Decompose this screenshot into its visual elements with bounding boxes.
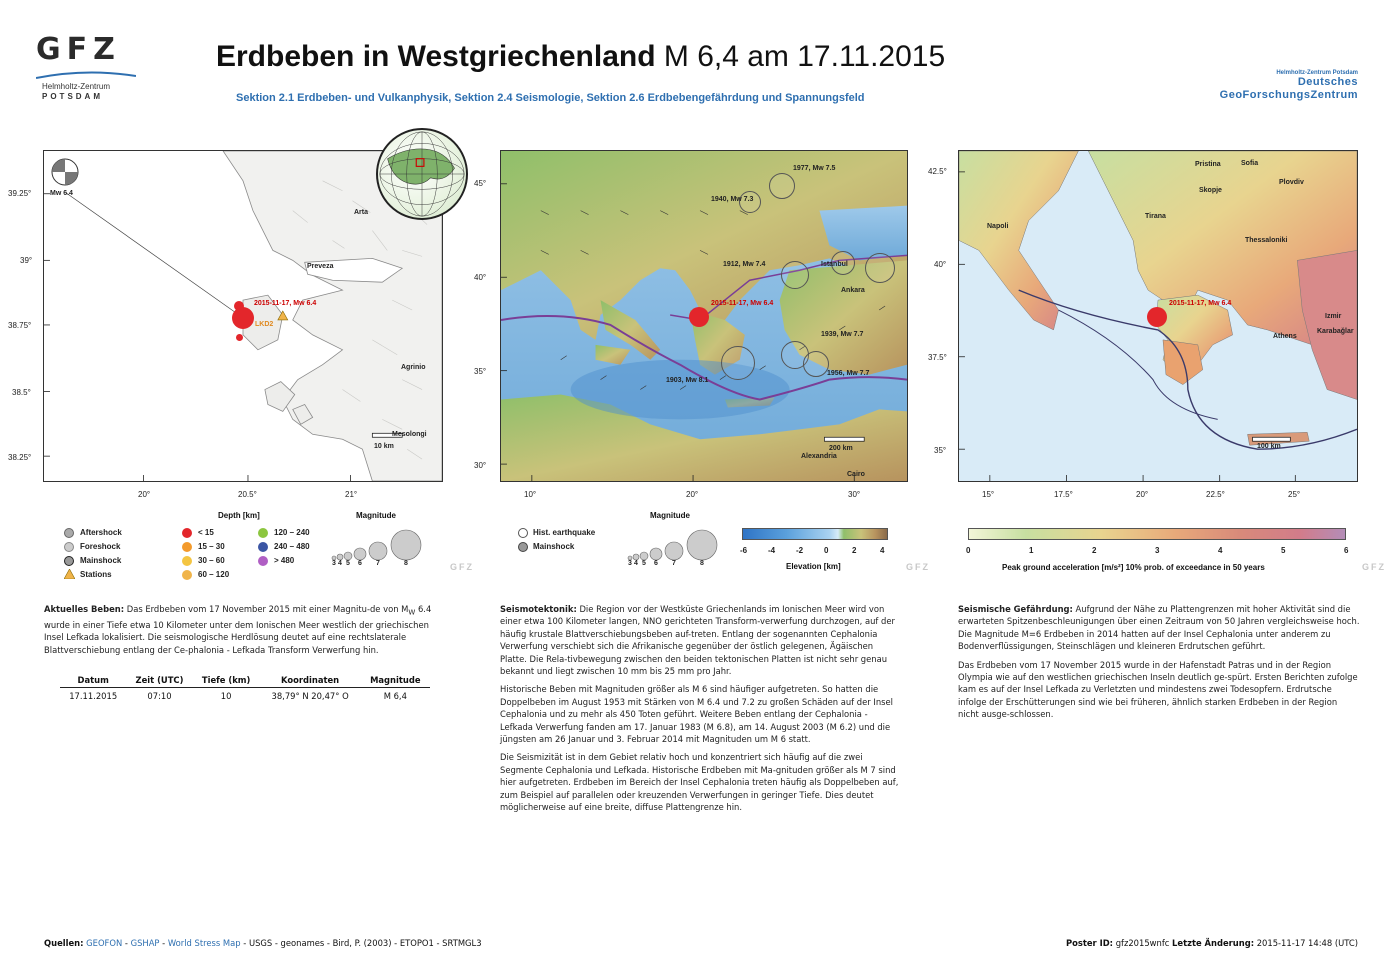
legend-station: Stations bbox=[80, 570, 112, 579]
label-cairo: Cairo bbox=[847, 471, 865, 478]
magnitude-tick: 5 bbox=[346, 560, 350, 567]
pga-colorbar bbox=[968, 528, 1346, 540]
magnitude-tick: 8 bbox=[700, 560, 704, 567]
table-header: Magnitude bbox=[361, 673, 430, 688]
hist-label-1977: 1977, Mw 7.5 bbox=[793, 165, 836, 172]
magnitude-tick: 6 bbox=[358, 560, 362, 567]
org-small: Helmholtz-Zentrum Potsdam bbox=[1276, 70, 1358, 76]
label-napoli: Napoli bbox=[987, 223, 1009, 230]
aftershock-dot bbox=[236, 334, 243, 341]
beachball-label: Mw 6.4 bbox=[50, 190, 73, 197]
magnitude-legend-title: Magnitude bbox=[356, 511, 396, 520]
magnitude-tick: 6 bbox=[654, 560, 658, 567]
elevation-tick: -6 bbox=[740, 546, 748, 555]
elevation-tick: -4 bbox=[768, 546, 776, 555]
depth-legend-title: Depth [km] bbox=[218, 511, 260, 520]
map2-ytick-3: 35° bbox=[474, 367, 487, 376]
label-athens: Athens bbox=[1273, 333, 1297, 340]
table-header: Datum bbox=[60, 673, 126, 688]
pga-tick: 3 bbox=[1155, 546, 1160, 555]
pga-tick: 0 bbox=[966, 546, 971, 555]
magnitude-tick: 7 bbox=[672, 560, 676, 567]
elevation-tick: -2 bbox=[796, 546, 804, 555]
hist-label-1956: 1956, Mw 7.7 bbox=[827, 370, 870, 377]
table-row bbox=[60, 688, 430, 705]
col3-p2: Das Erdbeben vom 17 November 2015 wurde in der Hafenstadt Patras und in der Region Olympia wie auf den westlichen griechischen Inseln deutlich ge-spürt. Ersten Berichten zufolge kam es auf der Insel Lefkada zu Verletzten und mindestens zwei Todesopfern. Erdrutsche infolge der Erschütterungen sind wie bei früheren, ähnlich starken Erdbeben in der Region nicht ausge-schlossen. bbox=[958, 659, 1358, 720]
table-header-row bbox=[60, 673, 430, 688]
magnitude-legend2-title: Magnitude bbox=[650, 511, 690, 520]
depth-legend-label: 15 – 30 bbox=[198, 542, 225, 551]
event-label: 2015-11-17, Mw 6.4 bbox=[254, 300, 317, 307]
station-label: LKD2 bbox=[255, 321, 274, 328]
label-thessaloniki: Thessaloniki bbox=[1245, 237, 1288, 244]
sources-rest: - USGS - geonames - Bird, P. (2003) - ETOPO1 - SRTMGL3 bbox=[240, 938, 482, 948]
map3-xtick-5: 25° bbox=[1288, 490, 1301, 499]
hist-label-1939: 1939, Mw 7.7 bbox=[821, 331, 864, 338]
map1-ytick-2: 39° bbox=[20, 256, 33, 265]
sources-label: Quellen: bbox=[44, 938, 84, 948]
legend-aftershock: Aftershock bbox=[80, 528, 122, 537]
pga-tick: 5 bbox=[1281, 546, 1286, 555]
pga-tick: 1 bbox=[1029, 546, 1034, 555]
label-agrinio: Agrinio bbox=[401, 364, 426, 371]
page-title bbox=[216, 40, 945, 74]
locator-globe bbox=[376, 128, 468, 220]
hazard-map bbox=[958, 150, 1358, 482]
seismotectonics-text bbox=[500, 603, 902, 820]
watermark: GFZ bbox=[906, 562, 930, 572]
depth-legend-dot bbox=[258, 556, 268, 566]
map2-ytick-4: 30° bbox=[474, 461, 487, 470]
depth-legend-label: 60 – 120 bbox=[198, 570, 230, 579]
scale-bar-label: 200 km bbox=[829, 445, 853, 452]
scale-bar-label: 100 km bbox=[1257, 443, 1281, 450]
org-line2: GeoForschungsZentrum bbox=[1219, 89, 1358, 101]
table-header: Zeit (UTC) bbox=[126, 673, 192, 688]
magnitude-tick: 5 bbox=[642, 560, 646, 567]
hazard-text bbox=[958, 603, 1360, 727]
map1-ytick-3: 38.75° bbox=[8, 321, 32, 330]
elevation-tick: 4 bbox=[880, 546, 885, 555]
label-karabaglar: Karabağlar bbox=[1317, 328, 1354, 335]
poster-id-value: gfz2015wnfc bbox=[1113, 938, 1173, 948]
legend-foreshock-dot bbox=[64, 542, 74, 552]
watermark: GFZ bbox=[1362, 562, 1386, 572]
col1-text-b: 6.4 wurde in einer Tiefe etwa 10 Kilometer unter dem Ionischen Meer westlich der griechischen Insel Lefkada lokalisiert. Die seismologische Herdlösung deutet auf eine rechtslaterale Blattverschiebung entlang der Ce-phalonia - Lefkada Transform Verwerfung hin. bbox=[44, 604, 432, 655]
col2-p3: Die Seismizität ist in dem Gebiet relativ hoch und konzentriert sich häufig auf die zwei Segmente Cephalonia und Lefkada. Historische Erdbeben mit Ma-gnituden größer als M 7 sind hier aufgetreten. Erdbeben im Bereich der Insel Cephalonia treten häufig als Doppelbeben auf, zum Beispiel auf parallelen oder kreuzenden Verwerfungen in geringer Tiefe. Dies deutet möglicherweise auf eine breite, diffuse Plattengrenze hin. bbox=[500, 752, 899, 813]
hist-quake-ring bbox=[803, 351, 829, 377]
depth-legend-label: 120 – 240 bbox=[274, 528, 310, 537]
separator: - bbox=[122, 938, 131, 948]
pga-tick: 2 bbox=[1092, 546, 1097, 555]
map2-ytick-2: 40° bbox=[474, 273, 487, 282]
label-istanbul: Istanbul bbox=[821, 261, 848, 268]
map3-xtick-2: 17.5° bbox=[1054, 490, 1073, 499]
map3-ytick-4: 35° bbox=[934, 446, 947, 455]
col1-lead: Aktuelles Beben: bbox=[44, 604, 125, 614]
depth-legend-label: 30 – 60 bbox=[198, 556, 225, 565]
label-mesolongi: Mesolongi bbox=[392, 431, 427, 438]
logo-swoosh-icon bbox=[36, 70, 136, 80]
title-main: Erdbeben in Westgriechenland bbox=[216, 40, 656, 73]
label-skopje: Skopje bbox=[1199, 187, 1222, 194]
map2-xtick-2: 20° bbox=[686, 490, 699, 499]
last-change-value: 2015-11-17 14:48 (UTC) bbox=[1254, 938, 1358, 948]
hist-label-1940: 1940, Mw 7.3 bbox=[711, 196, 754, 203]
depth-legend-label: < 15 bbox=[198, 528, 214, 537]
depth-legend-dot bbox=[258, 542, 268, 552]
legend-mainshock2: Mainshock bbox=[533, 542, 575, 551]
logo-letters: GFZ bbox=[36, 32, 121, 67]
map3-xtick-3: 20° bbox=[1136, 490, 1149, 499]
hist-quake-ring bbox=[865, 253, 895, 283]
magnitude-tick: 3 bbox=[628, 560, 632, 567]
label-plovdiv: Plovdiv bbox=[1279, 179, 1304, 186]
map1-xtick-1: 20° bbox=[138, 490, 151, 499]
legend-foreshock: Foreshock bbox=[80, 542, 121, 551]
label-ankara: Ankara bbox=[841, 287, 865, 294]
label-alexandria: Alexandria bbox=[801, 453, 837, 460]
elevation-colorbar bbox=[742, 528, 888, 540]
org-name bbox=[1220, 70, 1358, 102]
table-header: Koordinaten bbox=[260, 673, 361, 688]
current-quake-text bbox=[44, 603, 444, 662]
col1-text-a: Das Erdbeben vom 17 November 2015 mit einer Magnitu-de von M bbox=[124, 604, 409, 614]
link-geofon[interactable]: GEOFON bbox=[86, 938, 123, 948]
map3-ytick-3: 37.5° bbox=[928, 353, 947, 362]
map3-xtick-4: 22.5° bbox=[1206, 490, 1225, 499]
logo-sub1: Helmholtz-Zentrum bbox=[42, 82, 111, 91]
pga-title: Peak ground acceleration [m/s²] 10% prob. of exceedance in 50 years bbox=[1002, 563, 1265, 572]
scale-bar-label: 10 km bbox=[374, 443, 394, 450]
depth-legend-dot bbox=[258, 528, 268, 538]
quake-table bbox=[60, 673, 430, 704]
elevation-title: Elevation [km] bbox=[786, 562, 841, 571]
poster-id-label: Poster ID: bbox=[1066, 938, 1114, 948]
hist-quake-ring bbox=[781, 261, 809, 289]
legend-mainshock: Mainshock bbox=[80, 556, 122, 565]
depth-legend-dot bbox=[182, 556, 192, 566]
label-preveza: Preveza bbox=[307, 263, 334, 270]
magnitude-tick: 3 bbox=[332, 560, 336, 567]
col3-lead: Seismische Gefährdung: bbox=[958, 604, 1073, 614]
gfz-logo bbox=[36, 32, 146, 112]
elevation-tick: 0 bbox=[824, 546, 829, 555]
col2-lead: Seismotektonik: bbox=[500, 604, 577, 614]
col2-p2: Historische Beben mit Magnituden größer als M 6 sind häufiger aufgetreten. So hatten die Doppelbeben im August 1953 mit Stärken von M 6.4 und 7.2 zu großen Schäden auf der Insel Cephalonia und zu mehr als 450 Toten geführt. Weitere Beben entlang der Cephalonia - Lefkada Verwerfung fanden am 17. Januar 1983 (M 6.8), am 14. August 2003 (M 6.2) und die jüngsten am 26 Januar und 3. Februar 2014 mit Magnituden um M 6 statt. bbox=[500, 684, 893, 745]
poster-id bbox=[1066, 938, 1358, 948]
mainshock-dot bbox=[232, 307, 254, 329]
table-header: Tiefe (km) bbox=[193, 673, 260, 688]
legend-mainshock2-dot bbox=[518, 542, 528, 552]
hist-quake-ring bbox=[769, 173, 795, 199]
hist-label-1912: 1912, Mw 7.4 bbox=[723, 261, 766, 268]
map3-xtick-1: 15° bbox=[982, 490, 995, 499]
label-tirana: Tirana bbox=[1145, 213, 1166, 220]
label-izmir: Izmir bbox=[1325, 313, 1342, 320]
legend-station-icon bbox=[64, 569, 75, 579]
col2-p1: Die Region vor der Westküste Griechenlands im Ionischen Meer wird von einer etwa 100 Kilometer langen, NNO gerichteten Transform-verwerfung durchzogen, auf der häufig krustale Blattverschiebungsbeben auf-treten. Entlang der sogenannten Cephalonia Verwerfung verschiebt sich die Afrikanische gegenüber der östlich gelegenen, Ägäischen Platte. Die Rela-tivbewegung zwischen den beiden tektonischen Platten ist nicht sehr genau bekannt und liegt zwischen 10 mm bis 25 mm pro Jahr. bbox=[500, 604, 895, 677]
map1-xtick-3: 21° bbox=[345, 490, 358, 499]
beachball-icon bbox=[50, 157, 80, 187]
magnitude-tick: 8 bbox=[404, 560, 408, 567]
org-line1: Deutsches bbox=[1297, 76, 1358, 88]
table-cell: 38,79° N 20,47° O bbox=[271, 691, 349, 701]
magnitude-tick: 4 bbox=[634, 560, 638, 567]
depth-legend-label: > 480 bbox=[274, 556, 295, 565]
map1-ytick-1: 39.25° bbox=[8, 189, 32, 198]
event-label: 2015-11-17, Mw 6.4 bbox=[711, 300, 774, 307]
elevation-tick: 2 bbox=[852, 546, 857, 555]
map1-ytick-5: 38.25° bbox=[8, 453, 32, 462]
globe-icon bbox=[378, 130, 466, 218]
pga-tick: 4 bbox=[1218, 546, 1223, 555]
depth-legend-label: 240 – 480 bbox=[274, 542, 310, 551]
depth-legend-dot bbox=[182, 570, 192, 580]
mainshock-dot bbox=[1147, 307, 1167, 327]
logo-sub2: POTSDAM bbox=[42, 92, 103, 101]
map1-ytick-4: 38.5° bbox=[12, 388, 31, 397]
table-cell: M 6,4 bbox=[383, 691, 407, 701]
label-sofia: Sofia bbox=[1241, 160, 1259, 167]
map3-ytick-1: 42.5° bbox=[928, 167, 947, 176]
map2-ytick-1: 45° bbox=[474, 179, 487, 188]
magnitude-tick: 7 bbox=[376, 560, 380, 567]
link-world-stress-map[interactable]: World Stress Map bbox=[167, 938, 241, 948]
sources bbox=[44, 938, 482, 948]
legend-mainshock-dot bbox=[64, 556, 74, 566]
link-gshap[interactable]: GSHAP bbox=[130, 938, 160, 948]
tectonic-map bbox=[500, 150, 908, 482]
table-cell: 17.11.2015 bbox=[69, 691, 118, 701]
legend-hist-dot bbox=[518, 528, 528, 538]
map1-xtick-2: 20.5° bbox=[238, 490, 257, 499]
legend-aftershock-dot bbox=[64, 528, 74, 538]
last-change-label: Letzte Änderung: bbox=[1172, 938, 1255, 948]
event-label: 2015-11-17, Mw 6.4 bbox=[1169, 300, 1232, 307]
map2-xtick-1: 10° bbox=[524, 490, 537, 499]
title-magnitude: M 6,4 am 17.11.2015 bbox=[663, 40, 946, 73]
page-subtitle: Sektion 2.1 Erdbeben- und Vulkanphysik, Sektion 2.4 Seismologie, Sektion 2.6 Erdbebengefährdung und Spannungsfeld bbox=[236, 92, 865, 104]
legend-hist: Hist. earthquake bbox=[533, 528, 596, 537]
separator: - bbox=[159, 938, 168, 948]
magnitude-tick: 4 bbox=[338, 560, 342, 567]
depth-legend-dot bbox=[182, 542, 192, 552]
watermark: GFZ bbox=[450, 562, 474, 572]
col3-p1: Aufgrund der Nähe zu Plattengrenzen mit hoher Aktivität sind die erwarteten Spitzenbeschleunigungen über einen Zeitraum von 50 Jahren vergleichsweise hoch. Die Magnitude M=6 Erdbeben in 2014 hatten auf der Insel Cephalonia unter anderem zu Bodenverflüssigungen, Steinschlägen und kleineren Erdrutschen geführt. bbox=[958, 604, 1360, 652]
map2-xtick-3: 30° bbox=[848, 490, 861, 499]
depth-legend-dot bbox=[182, 528, 192, 538]
label-arta: Arta bbox=[354, 209, 369, 216]
col1-text-sub: W bbox=[408, 608, 416, 617]
mainshock-dot bbox=[689, 307, 709, 327]
label-pristina: Pristina bbox=[1195, 161, 1221, 168]
hist-label-1903: 1903, Mw 8.1 bbox=[666, 377, 709, 384]
pga-tick: 6 bbox=[1344, 546, 1349, 555]
hist-quake-ring bbox=[721, 346, 755, 380]
map3-ytick-2: 40° bbox=[934, 260, 947, 269]
table-cell: 10 bbox=[220, 691, 232, 701]
table-cell: 07:10 bbox=[147, 691, 172, 701]
